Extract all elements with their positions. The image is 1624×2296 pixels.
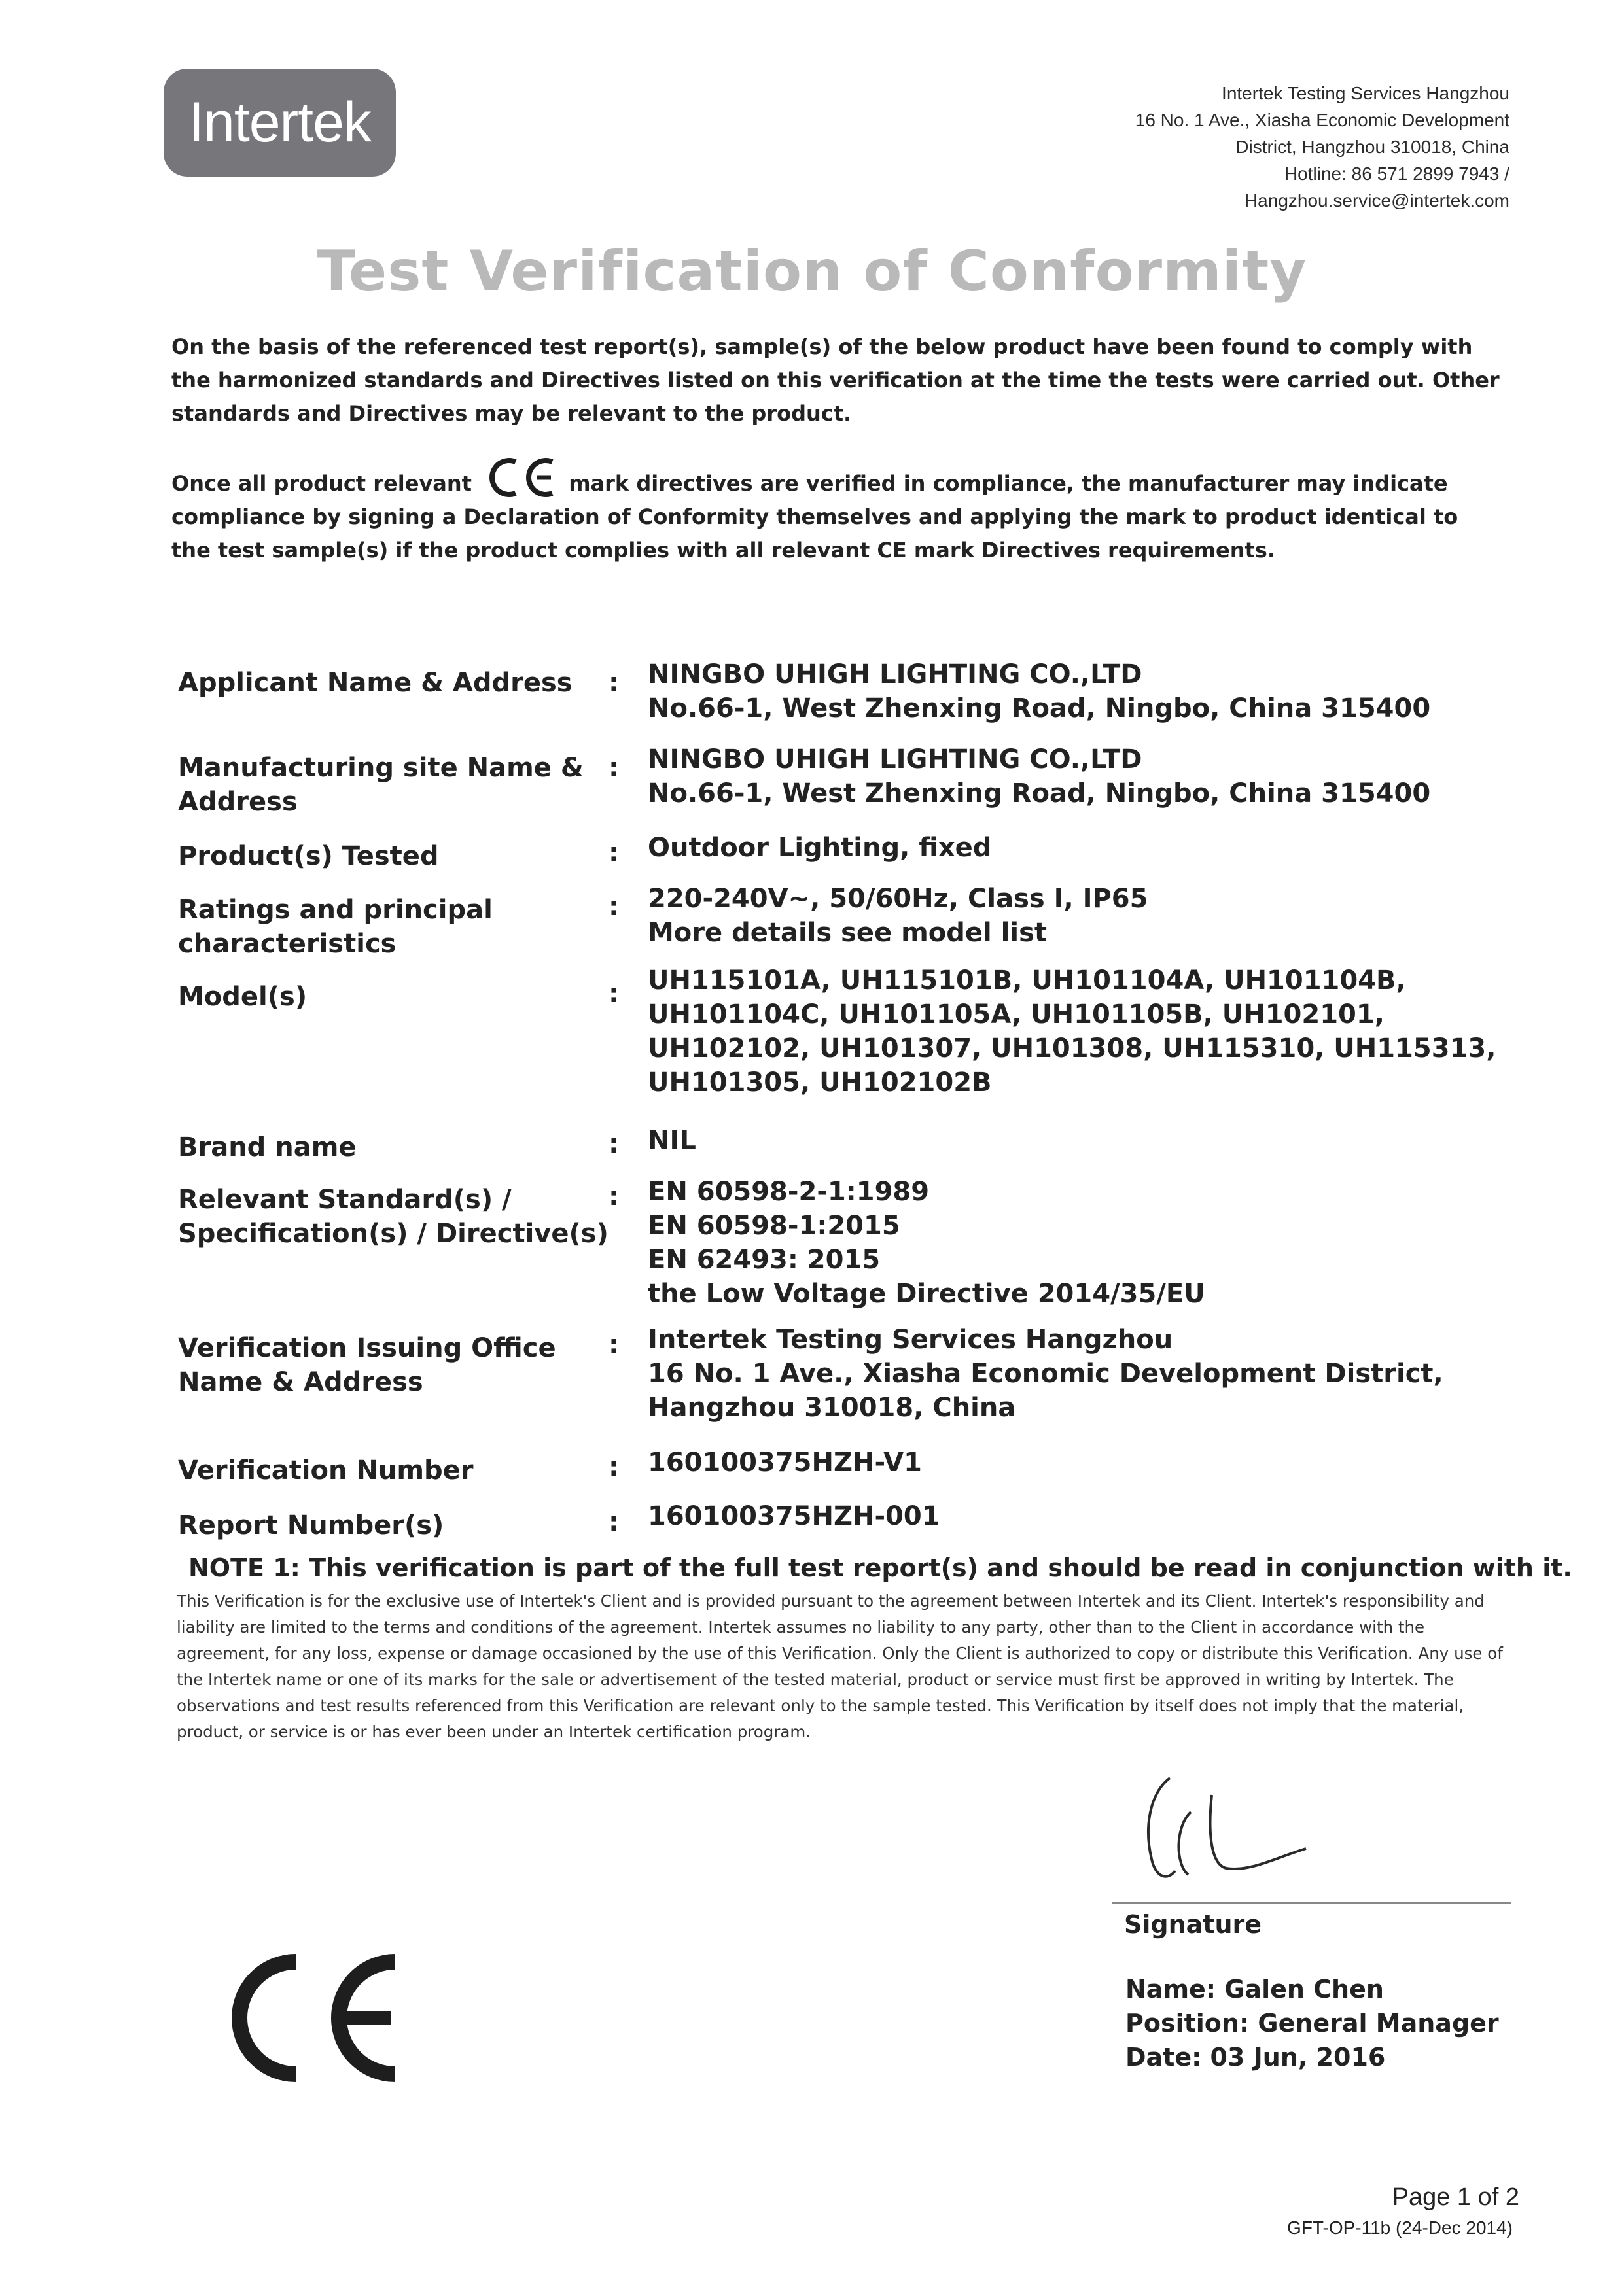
- field-separator: :: [609, 1330, 619, 1360]
- field-value-line: 160100375HZH-001: [648, 1501, 940, 1531]
- office-line: 16 No. 1 Ave., Xiasha Economic Development: [1135, 110, 1509, 130]
- intro-p2-before: Once all product relevant: [171, 471, 472, 496]
- field-value-line: Outdoor Lighting, fixed: [648, 833, 992, 863]
- form-code: GFT-OP-11b (24-Dec 2014): [1287, 2218, 1513, 2238]
- ce-mark-icon: [216, 1953, 406, 2083]
- signature-graphic: [1112, 1766, 1322, 1897]
- field-label-ratings: Ratings and principal characteristics: [178, 895, 493, 959]
- field-label-models: Model(s): [178, 982, 308, 1012]
- field-value-line: the Low Voltage Directive 2014/35/EU: [648, 1279, 1205, 1309]
- field-value-line: 220-240V~, 50/60Hz, Class I, IP65: [648, 884, 1148, 914]
- intertek-logo: [164, 69, 396, 177]
- field-value-line: NIL: [648, 1126, 696, 1156]
- field-label-applicant: Applicant Name & Address: [178, 668, 573, 698]
- field-separator: :: [609, 979, 619, 1009]
- field-value-line: Intertek Testing Services Hangzhou: [648, 1325, 1173, 1355]
- field-value-line: EN 60598-2-1:1989: [648, 1177, 930, 1207]
- field-label-issuing-office: Verification Issuing Office Name & Address: [178, 1333, 556, 1397]
- signatory-details: [1125, 1972, 1499, 2074]
- signature-line: [1112, 1902, 1511, 1904]
- office-line: District, Hangzhou 310018, China: [1235, 137, 1509, 157]
- intro-paragraph-1: On the basis of the referenced test report(s), sample(s) of the below product have been found to comply with the harmonized standards and Directives listed on this verification at the time the tests were carried out. Other standards and Directives may be relevant to the product.: [171, 334, 1500, 426]
- signature-date: Date: 03 Jun, 2016: [1125, 2043, 1386, 2072]
- field-value-line: More details see model list: [648, 918, 1047, 948]
- field-value-line: NINGBO UHIGH LIGHTING CO.,LTD: [648, 744, 1142, 774]
- field-value-models: [648, 964, 1518, 1100]
- field-value-line: UH101104C, UH101105A, UH101105B, UH102101,: [648, 1000, 1385, 1030]
- intro-p2-after: mark directives are verified in compliance, the manufacturer may indicate compliance by signing a Declaration of Conformity themselves and applying the mark to product identical to the test sample(s) if the product complies with all relevant CE mark Directives requirements.: [171, 471, 1458, 563]
- signatory-position: Position: General Manager: [1125, 2009, 1499, 2038]
- field-label-manufacturing-site: Manufacturing site Name & Address: [178, 753, 584, 817]
- field-value-manufacturing-site: [648, 742, 1518, 810]
- field-label-products-tested: Product(s) Tested: [178, 841, 439, 871]
- field-separator: :: [609, 668, 619, 698]
- intro-paragraph-2: [171, 458, 1500, 567]
- field-value-applicant: [648, 657, 1518, 725]
- field-label-verification-number: Verification Number: [178, 1455, 474, 1486]
- field-separator: :: [609, 838, 619, 868]
- field-value-line: EN 60598-1:2015: [648, 1211, 900, 1241]
- field-value-line: UH102102, UH101307, UH101308, UH115310, UH115313,: [648, 1034, 1496, 1064]
- field-value-brand-name: [648, 1124, 1518, 1158]
- field-value-line: 16 No. 1 Ave., Xiasha Economic Development District,: [648, 1359, 1443, 1389]
- field-label-relevant-standards: Relevant Standard(s) / Specification(s) / Directive(s): [178, 1185, 609, 1249]
- office-line: Hotline: 86 571 2899 7943 /: [1284, 164, 1509, 184]
- field-separator: :: [609, 1181, 619, 1211]
- field-separator: :: [609, 753, 619, 783]
- field-value-line: NINGBO UHIGH LIGHTING CO.,LTD: [648, 659, 1142, 689]
- field-separator: :: [609, 1452, 619, 1482]
- field-value-relevant-standards: [648, 1175, 1518, 1311]
- logo-text: Intertek: [188, 91, 371, 154]
- field-value-products-tested: [648, 831, 1518, 865]
- field-value-report-numbers: [648, 1499, 1518, 1533]
- field-separator: :: [609, 1129, 619, 1159]
- field-value-verification-number: [648, 1446, 1518, 1480]
- field-value-line: UH115101A, UH115101B, UH101104A, UH101104B,: [648, 965, 1406, 996]
- field-label-brand-name: Brand name: [178, 1132, 357, 1162]
- page-number: Page 1 of 2: [1392, 2183, 1519, 2211]
- field-value-line: 160100375HZH-V1: [648, 1448, 922, 1478]
- field-value-ratings: [648, 882, 1518, 950]
- document-title: Test Verification of Conformity: [317, 239, 1307, 304]
- ce-inline-icon: [484, 458, 556, 497]
- note-heading: NOTE 1: This verification is part of the full test report(s) and should be read in conjunction with it.: [188, 1554, 1572, 1582]
- note-body: This Verification is for the exclusive use of Intertek's Client and is provided pursuant to the agreement between Intertek and its Client. Intertek's responsibility and liability are limited to the terms and conditions of the agreement. Intertek assumes no liability to any party, other than to the Client in accordance with the agreement, for any loss, expense or damage occasioned by the use of this Verification. Only the Client is authorized to copy or distribute this Verification. Any use of the Intertek name or one of its marks for the sale or advertisement of the tested material, product or service must first be approved in writing by Intertek. The observations and test results referenced from this Verification are relevant only to the sample tested. This Verification by itself does not imply that the material, product, or service is or has ever been under an Intertek certification program.: [177, 1592, 1503, 1741]
- signature-caption: Signature: [1124, 1910, 1262, 1939]
- field-label-report-numbers: Report Number(s): [178, 1510, 444, 1540]
- field-value-line: UH101305, UH102102B: [648, 1068, 992, 1098]
- office-line: Intertek Testing Services Hangzhou: [1222, 83, 1509, 103]
- field-value-line: EN 62493: 2015: [648, 1245, 881, 1275]
- field-value-line: Hangzhou 310018, China: [648, 1393, 1016, 1423]
- signatory-name: Name: Galen Chen: [1125, 1975, 1384, 2004]
- field-separator: :: [609, 892, 619, 922]
- field-value-line: No.66-1, West Zhenxing Road, Ningbo, China 315400: [648, 693, 1431, 723]
- field-value-issuing-office: [648, 1323, 1518, 1425]
- field-separator: :: [609, 1507, 619, 1537]
- office-header: [921, 80, 1509, 214]
- office-line: Hangzhou.service@intertek.com: [1244, 190, 1509, 211]
- field-value-line: No.66-1, West Zhenxing Road, Ningbo, China 315400: [648, 778, 1431, 809]
